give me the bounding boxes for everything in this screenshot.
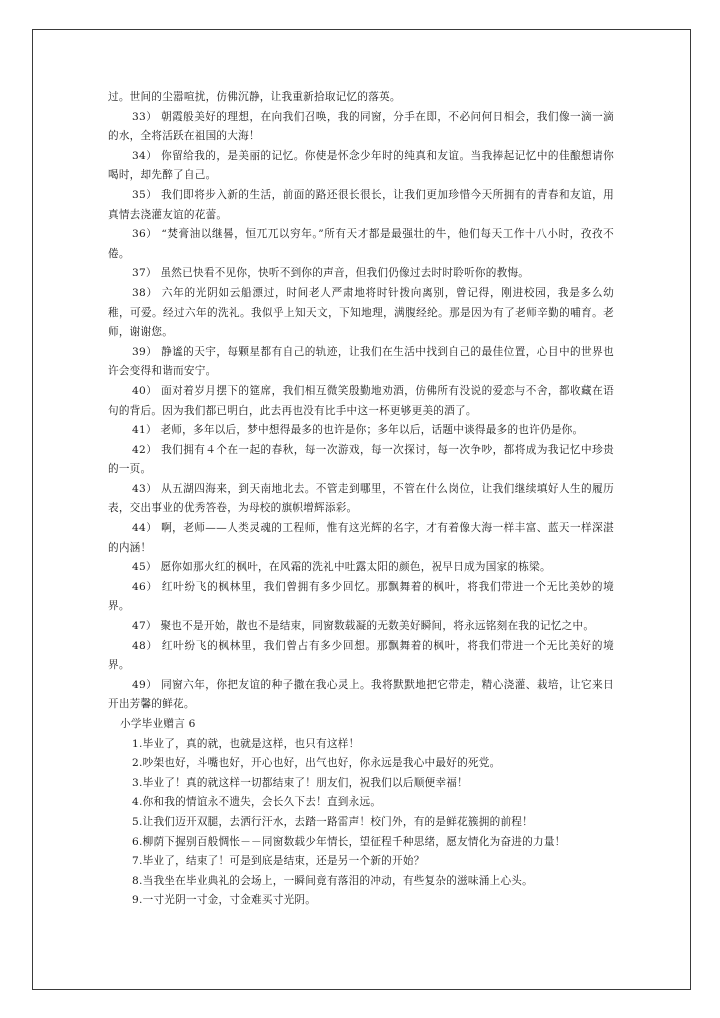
list-item: 2.吵架也好，斗嘴也好，开心也好，出气也好，你永远是我心中最好的死党。 [132,757,501,770]
paragraph-44: 44） 啊，老师——人类灵魂的工程师，惟有这光辉的名字，才有着像大海一样丰富、蓝天一样深湛的内涵！ [108,522,614,554]
document-body [108,88,614,911]
list-item: 9.一寸光阴一寸金，寸金难买寸光阴。 [132,894,317,907]
list-item: 6.柳荫下握别百般惆怅－－同窗数载少年情长，望征程千种思绪，愿友情化为奋进的力量！ [132,835,566,848]
list-item: 5.让我们迈开双腿，去洒行汗水，去踏一路雷声！校门外，有的是鲜花簇拥的前程！ [132,815,533,828]
paragraph-45: 45） 愿你如那火红的枫叶，在风霜的洗礼中吐露太阳的颜色，祝早日成为国家的栋梁。 [132,561,551,574]
paragraph-33: 33） 朝霞般美好的理想，在向我们召唤，我的同窗，分手在即，不必问何日相会，我们像一滴一滴的水，全将活跃在祖国的大海！ [108,110,614,143]
paragraph-48: 48） 红叶纷飞的枫林里，我们曾占有多少回想。那飘舞着的枫叶，将我们带进一个无比美好的境界。 [108,639,614,672]
list-item: 7.毕业了，结束了！可是到底是结束，还是另一个新的开始？ [132,855,425,868]
section-subheading: 小学毕业赠言 6 [120,718,196,730]
paragraph-49: 49） 同窗六年，你把友谊的种子撒在我心灵上。我将默默地把它带走，精心浇灌、栽培，让它来日开出芳馨的鲜花。 [108,678,614,711]
paragraph-37: 37） 虽然已快看不见你，快听不到你的声音，但我们仍像过去时时聆听你的教悔。 [132,267,530,280]
paragraph-40: 40） 面对着岁月摆下的筵席，我们相互微笑殷勤地劝酒，仿佛所有没说的爱恋与不舍，都收藏在语句的背后。因为我们都已明白，此去再也没有比手中这一杯更够更美的酒了。 [108,384,614,417]
paragraph-46: 46） 红叶纷飞的枫林里，我们曾拥有多少回忆。那飘舞着的枫叶，将我们带进一个无比美妙的境界。 [108,580,614,613]
list-item: 3.毕业了！真的就这样一切都结束了！朋友们，祝我们以后顺便幸福！ [132,776,468,789]
paragraph-39: 39） 静谧的天宇，每颗星都有自己的轨迹，让我们在生活中找到自己的最佳位置，心目中的世界也许会变得和谐而安宁。 [108,345,614,378]
paragraph-42: 42） 我们拥有４个在一起的春秋，每一次游戏，每一次探讨，每一次争吵，都将成为我记忆中珍贵的一页。 [108,443,614,476]
list-item: 8.当我坐在毕业典礼的会场上，一瞬间竟有落泪的冲动，有些复杂的滋味涌上心头。 [132,874,533,887]
paragraph-47: 47） 聚也不是开始，散也不是结束，同窗数载凝的无数美好瞬间，将永远铭刻在我的记忆之中。 [132,620,595,633]
paragraph-35: 35） 我们即将步入新的生活，前面的路还很长很长，让我们更加珍惜今天所拥有的青春和友谊，用真情去浇灌友谊的花蕾。 [108,188,614,221]
paragraph-36: 36） “焚膏油以继晷，恒兀兀以穷年。”所有天才都是最强壮的牛，他们每天工作十八小时，孜孜不倦。 [108,228,614,260]
list-item: 4.你和我的情谊永不遗失，会长久下去！直到永远。 [132,796,382,809]
paragraph-38: 38） 六年的光阴如云船漂过，时间老人严肃地将时针拨向离别，曾记得，刚进校园，我是多么幼稚，可爱。经过六年的洗礼。我似乎上知天文，下知地理，满腹经纶。那是因为有了老师辛勤的哺育。老师，谢谢您。 [108,286,614,339]
paragraph-continuation: 过。世间的尘嚣喧扰，仿佛沉静，让我重新拾取记忆的落英。 [108,91,401,103]
paragraph-43: 43） 从五湖四海来，到天南地北去。不管走到哪里，不管在什么岗位，让我们继续填好人生的履历表，交出事业的优秀答卷，为母校的旗帜增辉添彩。 [108,482,614,515]
paragraph-41: 41） 老师，多年以后，梦中想得最多的也许是你；多年以后，话题中谈得最多的也许仍是你。 [132,424,584,437]
paragraph-34: 34） 你留给我的，是美丽的记忆。你使是怀念少年时的纯真和友谊。当我捧起记忆中的佳酿想请你喝时，却先醉了自己。 [108,149,614,182]
list-item: 1.毕业了，真的就，也就是这样，也只有这样！ [132,737,360,750]
